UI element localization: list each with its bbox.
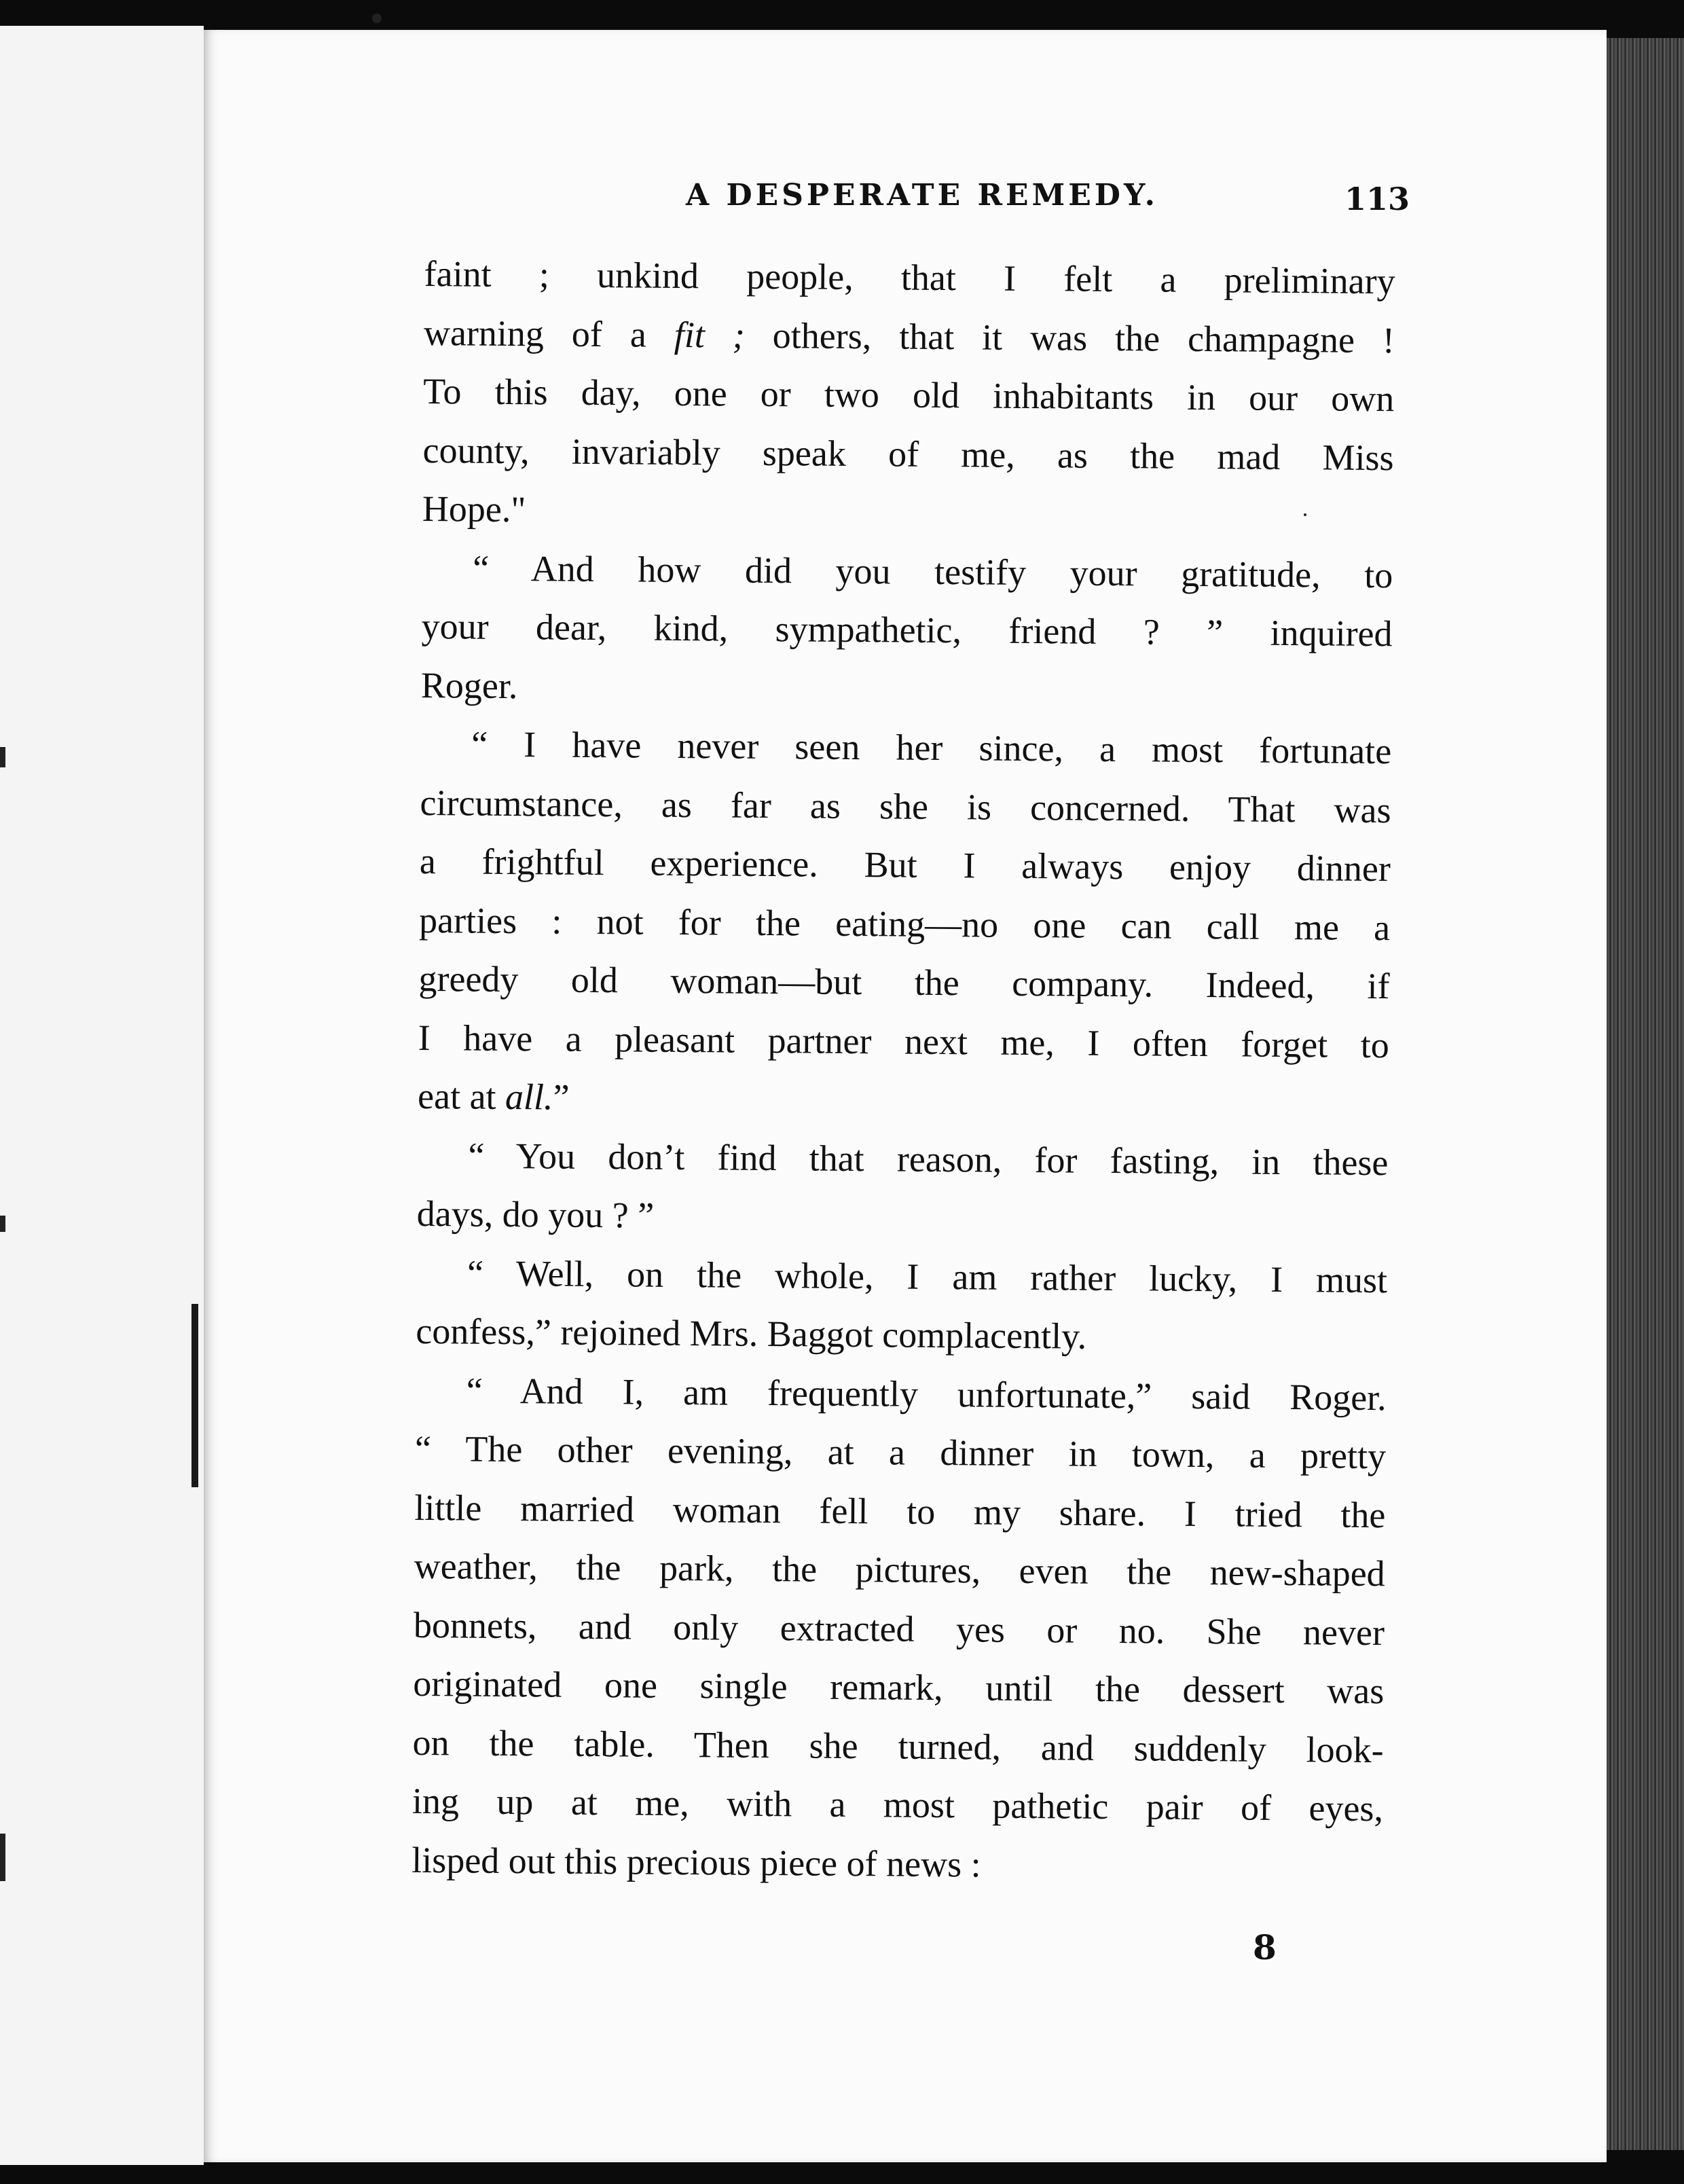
text-line	[418, 1067, 1389, 1133]
scan-speck	[372, 14, 382, 23]
text-line	[424, 303, 1395, 369]
scan-speck	[1304, 513, 1306, 516]
text-line: To this day, one or two old inhabitants in our own	[423, 370, 1395, 420]
facing-page-edge	[0, 26, 204, 2165]
text-line: your dear, kind, sympathetic, friend ? ” inquired	[421, 605, 1393, 655]
text-line: “ And I, am frequently unfortunate,” said Roger.	[466, 1370, 1387, 1418]
text-line: a frightful experience. But I always enjoy dinner	[419, 840, 1391, 890]
text-line: “ Well, on the whole, I am rather lucky, I must	[466, 1252, 1388, 1300]
text-fragment: warning of a	[423, 312, 675, 355]
text-line: Hope."	[422, 488, 526, 530]
text-line: bonnets, and only extracted yes or no. She never	[413, 1604, 1385, 1653]
text-line: “ I have never seen her since, a most fortunate	[471, 723, 1392, 772]
text-line: on the table. Then she turned, and suddenly look-	[412, 1722, 1384, 1770]
page-number: 113	[1344, 181, 1410, 217]
page-stack-edge	[1607, 38, 1684, 2150]
facing-page-bleed-mark	[0, 1834, 5, 1881]
text-line: greedy old woman—but the company. Indeed, if	[418, 958, 1390, 1007]
italic-word: all.	[505, 1076, 553, 1118]
facing-page-bleed-mark	[0, 747, 5, 767]
text-line: confess,” rejoined Mrs. Baggot complacently.	[416, 1310, 1087, 1357]
text-line: “ You don’t find that reason, for fasting, in these	[468, 1135, 1389, 1183]
signature-mark: 8	[1253, 1927, 1277, 1967]
text-line: ing up at me, with a most pathetic pair of eyes,	[411, 1780, 1384, 1830]
text-line: Roger.	[420, 664, 518, 706]
text-line: circumstance, as far as she is concerned. That was	[420, 782, 1391, 831]
text-line: days, do you ? ”	[416, 1193, 655, 1236]
text-line: “ And how did you testify your gratitude, to	[473, 547, 1393, 596]
running-head: A DESPERATE REMEDY.	[686, 178, 1159, 213]
text-line: “ The other evening, at a dinner in town, a pretty	[414, 1427, 1387, 1477]
facing-page-bleed-mark	[0, 1216, 5, 1232]
text-fragment: ”	[553, 1076, 570, 1118]
text-line: lisped out this precious piece of news :	[411, 1839, 981, 1885]
text-line: county, invariably speak of me, as the mad Miss	[422, 429, 1394, 478]
text-line: little married woman fell to my share. I tried the	[414, 1487, 1386, 1535]
text-line: parties : not for the eating—no one can call me a	[418, 899, 1391, 948]
text-fragment: others, that it was the champagne !	[744, 314, 1395, 361]
text-line: I have a pleasant partner next me, I often forget to	[418, 1017, 1390, 1066]
text-line: originated one single remark, until the dessert was	[413, 1662, 1385, 1712]
text-fragment: eat at	[417, 1075, 506, 1117]
italic-word: fit ;	[674, 314, 746, 356]
facing-page-margin-mark	[191, 1304, 198, 1487]
text-line: faint ; unkind people, that I felt a preliminary	[424, 253, 1395, 302]
body-text	[411, 244, 1395, 1897]
text-line: weather, the park, the pictures, even the new-shaped	[414, 1545, 1385, 1595]
